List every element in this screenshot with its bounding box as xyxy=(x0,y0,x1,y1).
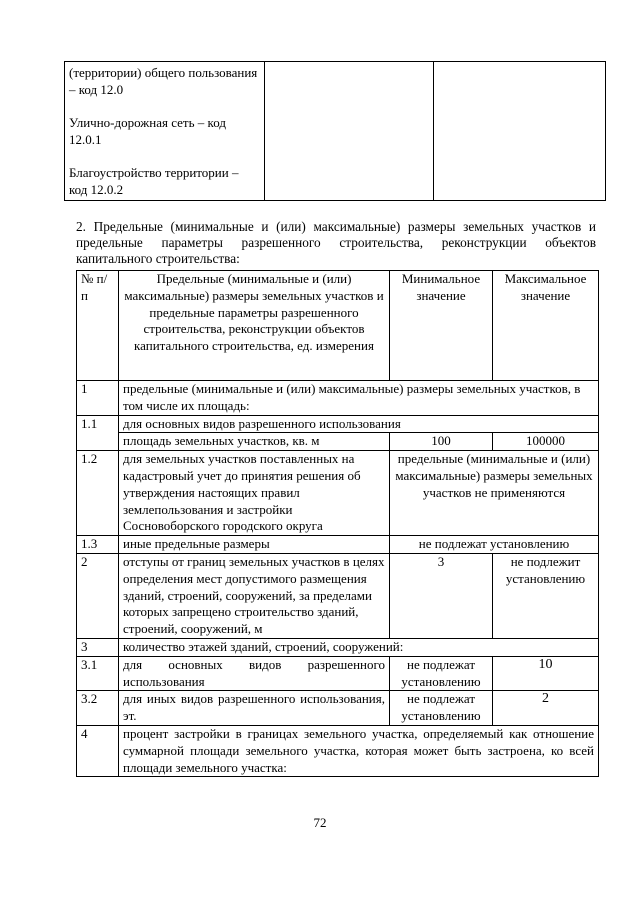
top-cell-2 xyxy=(265,62,434,201)
row-max: 10 xyxy=(493,656,599,691)
row-text: предельные (минимальные и (или) максимальные) размеры земельных участков, в том числе их площадь: xyxy=(119,381,599,416)
row-text: процент застройки в границах земельного участка, определяемый как отношение суммарной площади земельного участка, которая может быть застроена, ко всей площади земельного участка: xyxy=(119,725,599,776)
row-max: 2 xyxy=(493,691,599,726)
parameters-table xyxy=(76,270,599,777)
top-cell-line: Благоустройство территории – код 12.0.2 xyxy=(69,165,239,197)
page-number: 72 xyxy=(313,815,327,830)
row-text: для основных видов разрешенного использования xyxy=(119,415,599,433)
row-number: 1 xyxy=(77,381,119,416)
top-cell-1 xyxy=(65,62,265,201)
header-parameter: Предельные (минимальные и (или) максимальные) размеры земельных участков и предельные параметры разрешенного строительства, реконструкции объектов капитального строительства, ед. измерения xyxy=(119,271,390,381)
row-value: предельные (минимальные и (или) максимальные) размеры земельных участков не применяются xyxy=(390,451,599,536)
intro-paragraph: 2. Предельные (минимальные и (или) максимальные) размеры земельных участков и предельные параметры разрешенного строительства, реконструкции объектов капитального строительства: xyxy=(76,219,596,266)
row-number: 4 xyxy=(77,725,119,776)
row-value: не подлежат установлению xyxy=(390,536,599,554)
header-max: Максимальное значение xyxy=(493,271,599,381)
row-max: 100000 xyxy=(493,433,599,451)
row-number: 2 xyxy=(77,553,119,638)
row-number: 3 xyxy=(77,638,119,656)
row-text: иные предельные размеры xyxy=(119,536,390,554)
row-number: 1.1 xyxy=(77,415,119,451)
top-cell-line: (территории) общего пользования – код 12.0 xyxy=(69,65,258,97)
row-number: 1.2 xyxy=(77,451,119,536)
row-max: не подлежит установлению xyxy=(493,553,599,638)
row-text: для земельных участков поставленных на кадастровый учет до принятия решения об утверждения настоящих правил землепользования и застройки Сосновоборского городского округа xyxy=(119,451,390,536)
header-min: Минимальное значение xyxy=(390,271,493,381)
row-min: 3 xyxy=(390,553,493,638)
row-text: количество этажей зданий, строений, сооружений: xyxy=(119,638,599,656)
row-number: 3.2 xyxy=(77,691,119,726)
top-cell-line: Улично-дорожная сеть – код 12.0.1 xyxy=(69,115,226,147)
row-text: для иных видов разрешенного использования, эт. xyxy=(119,691,390,726)
row-text: для основных видов разрешенного использования xyxy=(119,656,390,691)
row-min: 100 xyxy=(390,433,493,451)
continuation-table xyxy=(64,61,606,201)
header-number: № п/п xyxy=(77,271,119,381)
top-cell-3 xyxy=(434,62,606,201)
row-text: отступы от границ земельных участков в целях определения мест допустимого размещения зданий, строений, сооружений, за пределами которых запрещено строительство зданий, строений, сооружений, м xyxy=(119,553,390,638)
row-text: площадь земельных участков, кв. м xyxy=(119,433,390,451)
row-number: 3.1 xyxy=(77,656,119,691)
row-number: 1.3 xyxy=(77,536,119,554)
row-min: не подлежат установлению xyxy=(390,656,493,691)
row-min: не подлежат установлению xyxy=(390,691,493,726)
